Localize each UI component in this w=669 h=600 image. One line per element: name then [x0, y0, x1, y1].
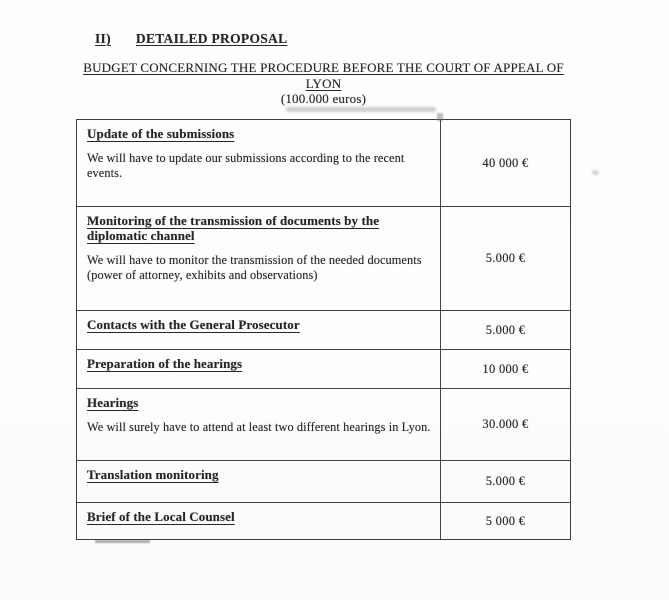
scan-speck-margin [592, 170, 599, 175]
row-text-cell [77, 350, 440, 388]
row-text-cell [77, 389, 440, 460]
row-description: We will have to monitor the transmission of the needed documents (power of attorney, exhibits and observations) [87, 253, 422, 282]
row-title: Update of the submissions [87, 126, 235, 141]
row-amount-cell [440, 311, 570, 349]
row-title: Translation monitoring [87, 467, 219, 482]
row-amount-cell [440, 120, 570, 206]
row-amount: 5.000 € [485, 474, 526, 488]
row-amount: 40 000 € [482, 155, 529, 170]
row-text-cell [77, 311, 440, 349]
row-text-cell [77, 120, 440, 206]
row-amount-cell [440, 207, 570, 310]
budget-title-line2: LYON [305, 75, 342, 91]
row-amount: 5 000 € [485, 513, 526, 528]
table-row [77, 120, 570, 206]
row-amount: 5.000 € [485, 251, 526, 265]
section-title: DETAILED PROPOSAL [135, 31, 288, 46]
budget-title-line1: BUDGET CONCERNING THE PROCEDURE BEFORE THE COURT OF APPEAL OF [83, 60, 564, 75]
table-row [77, 502, 570, 539]
row-amount-cell [440, 350, 570, 388]
row-amount: 30.000 € [482, 417, 529, 431]
budget-title-line3: (100.000 euros) [280, 91, 367, 106]
scan-smudge-top [286, 107, 436, 112]
row-amount-cell [440, 503, 570, 539]
table-row [77, 388, 570, 460]
budget-title [60, 60, 587, 107]
row-title: Monitoring of the transmission of documents by the diplomatic channel [87, 213, 380, 243]
scan-smudge-bottom [95, 540, 150, 543]
row-title: Brief of the Local Counsel [87, 509, 235, 524]
row-text-cell [77, 207, 440, 310]
table-row [77, 460, 570, 502]
section-number: II) [95, 31, 111, 46]
row-description: We will surely have to attend at least two different hearings in Lyon. [87, 420, 431, 434]
row-title: Contacts with the General Prosecutor [87, 317, 300, 332]
section-heading [95, 31, 287, 47]
row-amount: 5.000 € [485, 322, 526, 337]
row-text-cell [77, 503, 440, 539]
row-amount-cell [440, 461, 570, 502]
row-title: Hearings [87, 395, 139, 410]
row-amount: 10 000 € [482, 361, 529, 376]
row-title: Preparation of the hearings [87, 356, 243, 371]
row-text-cell [77, 461, 440, 502]
row-amount-cell [440, 389, 570, 460]
row-description: We will have to update our submissions according to the recent events. [87, 151, 405, 180]
table-row [77, 349, 570, 388]
table-row [77, 310, 570, 349]
budget-table [76, 119, 571, 540]
table-row [77, 206, 570, 310]
